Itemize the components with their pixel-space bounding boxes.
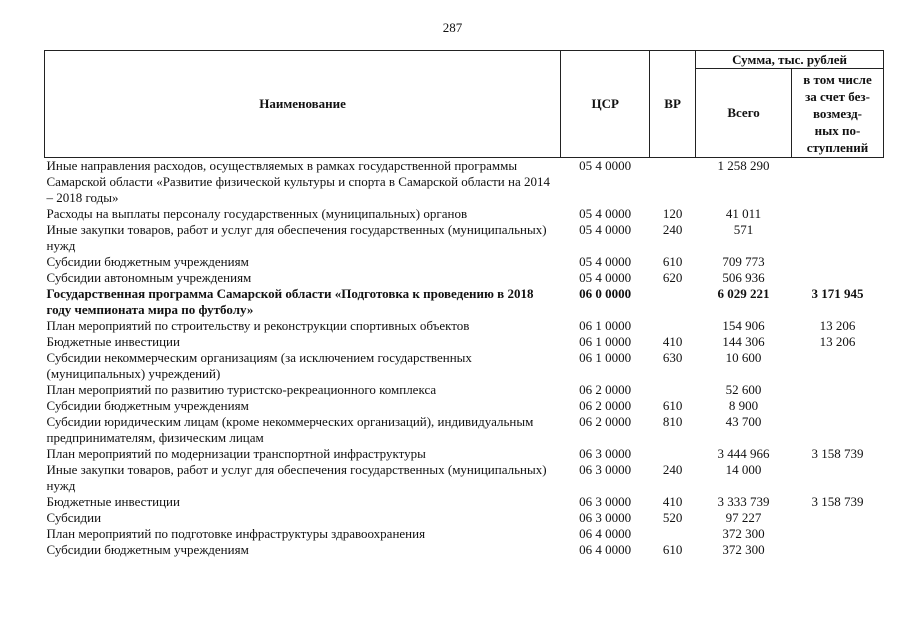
row-vr [650, 382, 696, 398]
row-name: Иные направления расходов, осуществляемых в рамках государственной программы Самарской области «Развитие физической культуры и спорта в Самарской области на 2014 – 2018 годы» [46, 158, 550, 205]
row-csr: 05 4 0000 [579, 222, 632, 237]
row-total: 14 000 [725, 462, 762, 477]
row-vr: 620 [662, 270, 683, 285]
row-name: Бюджетные инвестиции [46, 334, 180, 349]
row-vr [650, 446, 696, 462]
table-row [45, 222, 884, 254]
row-csr: 06 3 0000 [579, 510, 632, 525]
row-donations: 3 158 739 [811, 446, 864, 461]
row-vr: 810 [662, 414, 683, 429]
table-row [45, 462, 884, 494]
header-donations-line: ных по- [814, 123, 861, 138]
row-name: Субсидии [46, 510, 102, 525]
row-name: Субсидии бюджетным учреждениям [46, 398, 249, 413]
row-vr: 410 [662, 494, 683, 509]
row-name: Бюджетные инвестиции [46, 494, 180, 509]
header-vr: ВР [650, 51, 696, 158]
row-name: Субсидии некоммерческим организациям (за исключением государственных (муниципальных) учреждений) [46, 350, 472, 381]
row-vr: 610 [662, 398, 683, 413]
row-vr: 240 [662, 222, 683, 237]
row-total: 8 900 [728, 398, 759, 413]
row-vr: 240 [662, 462, 683, 477]
row-csr: 06 1 0000 [579, 334, 632, 349]
row-name: Субсидии автономным учреждениям [46, 270, 252, 285]
header-donations-line: за счет без- [805, 89, 870, 104]
row-csr: 06 4 0000 [579, 542, 632, 557]
budget-table [44, 50, 884, 558]
row-csr: 05 4 0000 [579, 254, 632, 269]
row-total: 506 936 [722, 270, 765, 285]
row-csr: 06 2 0000 [579, 398, 632, 413]
header-donations-line: возмезд- [813, 106, 862, 121]
row-name: План мероприятий по подготовке инфраструктуры здравоохранения [46, 526, 426, 541]
row-vr [650, 158, 696, 207]
row-vr [650, 286, 696, 318]
row-total: 52 600 [725, 382, 762, 397]
table-row [45, 542, 884, 558]
row-donations [792, 510, 884, 526]
row-donations: 13 206 [819, 318, 856, 333]
table-row [45, 254, 884, 270]
row-name: Субсидии бюджетным учреждениям [46, 254, 249, 269]
row-donations [792, 414, 884, 446]
table-row [45, 398, 884, 414]
table-row [45, 350, 884, 382]
row-donations [792, 206, 884, 222]
table-row [45, 446, 884, 462]
row-donations: 13 206 [819, 334, 856, 349]
row-donations [792, 382, 884, 398]
row-csr: 06 3 0000 [579, 446, 632, 461]
row-csr: 06 1 0000 [579, 318, 632, 333]
row-total: 372 300 [722, 542, 765, 557]
header-total: Всего [696, 69, 792, 158]
row-total: 571 [733, 222, 754, 237]
table-row [45, 206, 884, 222]
row-vr: 610 [662, 254, 683, 269]
row-vr: 610 [662, 542, 683, 557]
header-csr: ЦСР [561, 51, 650, 158]
table-row [45, 158, 884, 207]
row-total: 3 444 966 [717, 446, 770, 461]
row-name: Субсидии юридическим лицам (кроме некоммерческих организаций), индивидуальным предпринимателям, физическим лицам [46, 414, 534, 445]
table-row [45, 494, 884, 510]
row-csr: 06 0 0000 [579, 286, 632, 301]
header-donations-line: в том числе [803, 72, 872, 87]
row-name: Иные закупки товаров, работ и услуг для обеспечения государственных (муниципальных) нужд [46, 222, 547, 253]
row-total: 372 300 [722, 526, 765, 541]
table-row [45, 286, 884, 318]
row-donations [792, 222, 884, 254]
header-amount: Сумма, тыс. рублей [696, 51, 884, 69]
table-row [45, 510, 884, 526]
row-donations: 3 171 945 [811, 286, 864, 301]
row-csr: 06 3 0000 [579, 462, 632, 477]
row-total: 97 227 [725, 510, 762, 525]
row-total: 6 029 221 [717, 286, 770, 301]
row-csr: 06 3 0000 [579, 494, 632, 509]
row-name: Расходы на выплаты персоналу государственных (муниципальных) органов [46, 206, 468, 221]
row-total: 144 306 [722, 334, 765, 349]
row-donations [792, 254, 884, 270]
header-name: Наименование [45, 51, 561, 158]
row-donations [792, 526, 884, 542]
row-vr: 120 [662, 206, 683, 221]
row-csr: 06 4 0000 [579, 526, 632, 541]
table-row [45, 318, 884, 334]
row-donations [792, 270, 884, 286]
row-total: 43 700 [725, 414, 762, 429]
row-donations [792, 158, 884, 207]
row-donations [792, 398, 884, 414]
row-csr: 05 4 0000 [579, 270, 632, 285]
row-vr [650, 318, 696, 334]
row-csr: 06 2 0000 [579, 382, 632, 397]
row-name: План мероприятий по модернизации транспортной инфраструктуры [46, 446, 426, 461]
row-name: Государственная программа Самарской области «Подготовка к проведению в 2018 году чемпионата мира по футболу» [46, 286, 534, 317]
row-csr: 05 4 0000 [579, 158, 632, 173]
row-donations: 3 158 739 [811, 494, 864, 509]
table-body [45, 158, 884, 559]
table-row [45, 270, 884, 286]
row-vr: 630 [662, 350, 683, 365]
row-donations [792, 542, 884, 558]
table-row [45, 526, 884, 542]
row-vr [650, 526, 696, 542]
table-row [45, 414, 884, 446]
row-total: 3 333 739 [717, 494, 770, 509]
row-csr: 05 4 0000 [579, 206, 632, 221]
table-header [45, 51, 884, 158]
row-name: Субсидии бюджетным учреждениям [46, 542, 249, 557]
row-total: 10 600 [725, 350, 762, 365]
table-row [45, 382, 884, 398]
header-donations-line: ступлений [806, 140, 869, 155]
row-name: План мероприятий по строительству и реконструкции спортивных объектов [46, 318, 470, 333]
row-total: 709 773 [722, 254, 765, 269]
row-total: 1 258 290 [717, 158, 770, 173]
row-total: 154 906 [722, 318, 765, 333]
page-number: 287 [442, 20, 463, 35]
table-row [45, 334, 884, 350]
row-total: 41 011 [725, 206, 762, 221]
row-name: Иные закупки товаров, работ и услуг для обеспечения государственных (муниципальных) нужд [46, 462, 547, 493]
row-vr: 520 [662, 510, 683, 525]
row-vr: 410 [662, 334, 683, 349]
header-donations [792, 69, 884, 158]
row-csr: 06 2 0000 [579, 414, 632, 429]
row-donations [792, 350, 884, 382]
row-csr: 06 1 0000 [579, 350, 632, 365]
row-name: План мероприятий по развитию туристско-рекреационного комплекса [46, 382, 437, 397]
row-donations [792, 462, 884, 494]
